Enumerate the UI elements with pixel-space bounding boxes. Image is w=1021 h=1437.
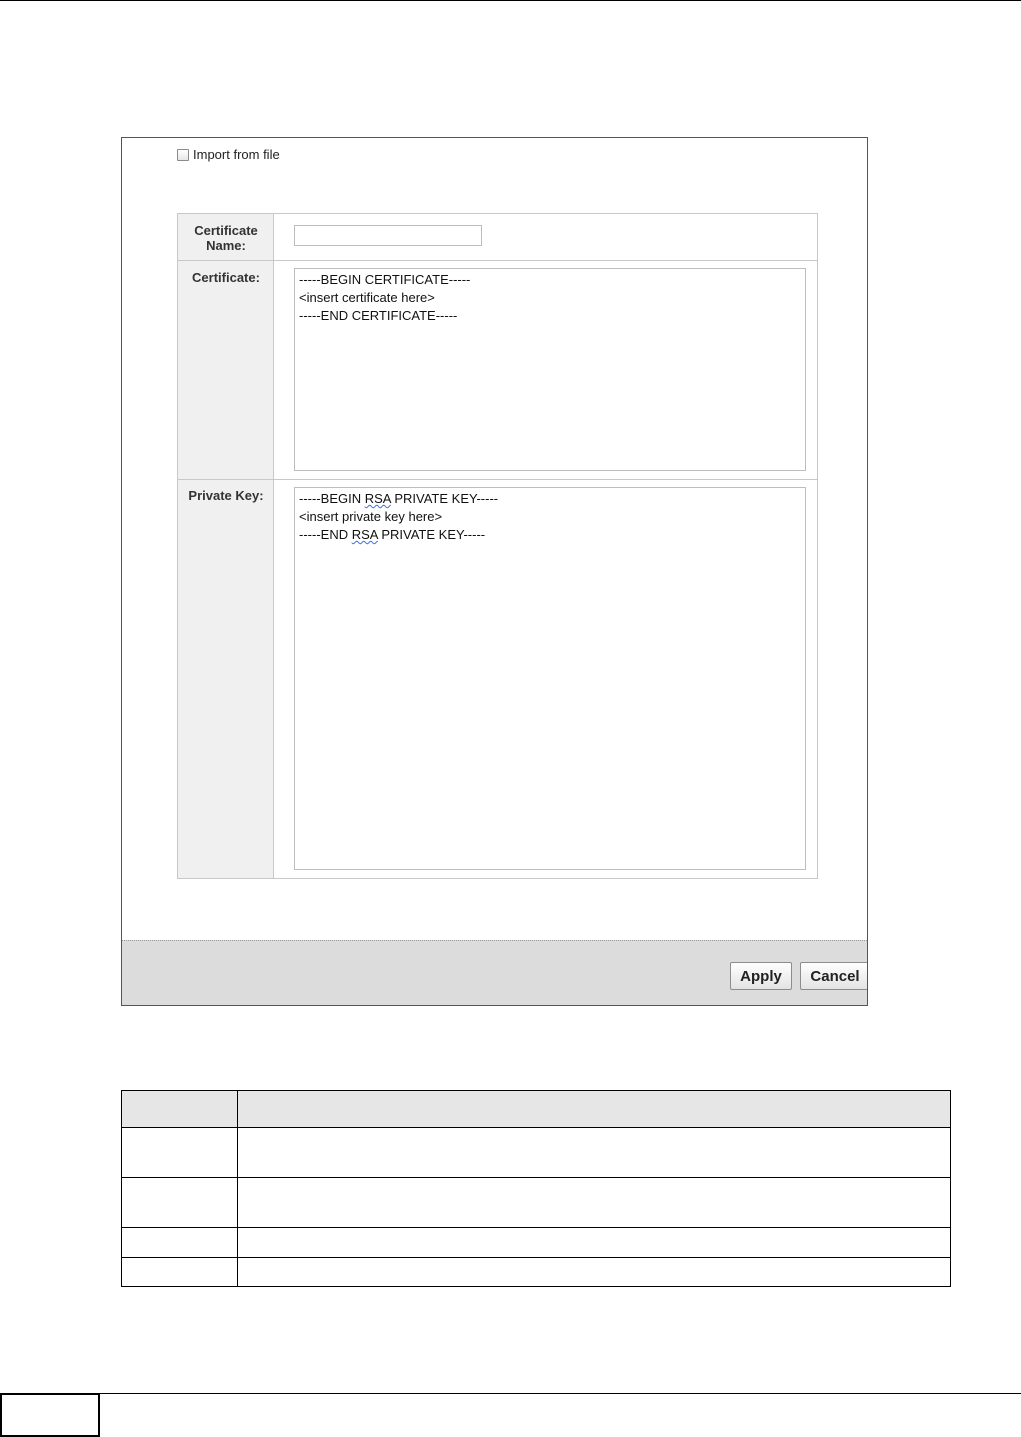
table-header-cell <box>238 1091 951 1128</box>
label-column <box>178 214 274 878</box>
page-number-box <box>0 1393 100 1437</box>
table-cell <box>238 1258 951 1287</box>
certificate-textarea[interactable]: -----BEGIN CERTIFICATE----- <insert certificate here> -----END CERTIFICATE----- <box>294 268 806 471</box>
certificate-name-label: Certificate Name: <box>194 223 258 253</box>
table-header-row <box>122 1091 951 1128</box>
pk-line3-post: PRIVATE KEY----- <box>377 527 486 542</box>
table-cell <box>238 1128 951 1178</box>
table-cell <box>122 1228 238 1258</box>
certificate-form <box>177 213 818 879</box>
import-from-file-label: Import from file <box>193 147 280 162</box>
screenshot-frame <box>121 137 868 1006</box>
table-row <box>122 1228 951 1258</box>
pk-line2: <insert private key here> <box>299 509 443 524</box>
table-cell <box>122 1128 238 1178</box>
cancel-button[interactable]: Cancel <box>800 962 868 990</box>
row-divider <box>178 479 817 480</box>
table-row <box>122 1178 951 1228</box>
page-top-rule <box>0 0 1021 1</box>
row-divider <box>178 260 817 261</box>
private-key-label: Private Key: <box>188 488 264 503</box>
table-row <box>122 1258 951 1287</box>
pk-line1-pre: -----BEGIN <box>299 491 365 506</box>
table-cell <box>122 1258 238 1287</box>
table-header-cell <box>122 1091 238 1128</box>
description-table <box>121 1090 951 1287</box>
pk-line1-post: PRIVATE KEY----- <box>390 491 499 506</box>
button-bar <box>122 940 867 1006</box>
table-cell <box>238 1228 951 1258</box>
certificate-name-input[interactable] <box>294 225 482 246</box>
certificate-label: Certificate: <box>192 270 260 285</box>
table-cell <box>122 1178 238 1228</box>
pk-line3-pre: -----END <box>299 527 352 542</box>
pk-line1-rsa: RSA <box>364 491 391 506</box>
apply-button[interactable]: Apply <box>730 962 792 990</box>
page-bottom-rule <box>100 1393 1021 1394</box>
private-key-textarea[interactable] <box>294 487 806 870</box>
import-from-file-row[interactable] <box>177 147 280 162</box>
pk-line3-rsa: RSA <box>351 527 378 542</box>
table-row <box>122 1128 951 1178</box>
import-from-file-checkbox[interactable] <box>177 149 189 161</box>
table-cell <box>238 1178 951 1228</box>
